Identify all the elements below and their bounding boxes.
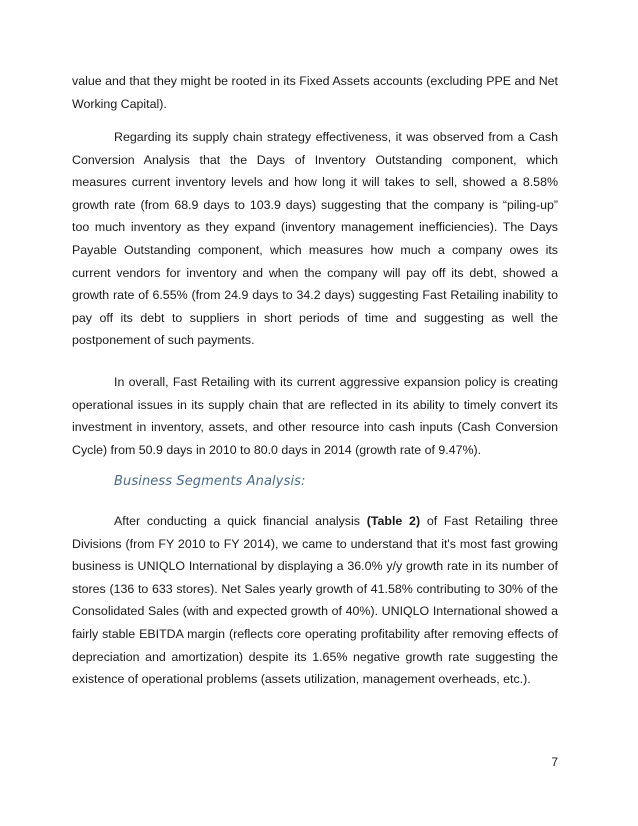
paragraph-business-segments	[72, 510, 558, 691]
section-heading: Business Segments Analysis:	[114, 474, 306, 489]
paragraph-continuation: value and that they might be rooted in its Fixed Assets accounts (excluding PPE and Net Working Capital).	[72, 74, 558, 111]
table-reference: (Table 2)	[366, 514, 421, 528]
paragraph-text-before: After conducting a quick financial analysis	[114, 514, 367, 528]
paragraph-overall: In overall, Fast Retailing with its current aggressive expansion policy is creating operational issues in its supply chain that are reflected in its ability to timely convert its investment in inventory, assets, and other resource into cash inputs (Cash Conversion Cycle) from 50.9 days in 2010 to 80.0 days in 2014 (growth rate of 9.47%).	[72, 375, 558, 457]
paragraph-supply-chain: Regarding its supply chain strategy effectiveness, it was observed from a Cash Conversion Analysis that the Days of Inventory Outstanding component, which measures current inventory levels and how long it will takes to sell, showed a 8.58% growth rate (from 68.9 days to 103.9 days) suggesting that the company is “piling-up” too much inventory as they expand (inventory management inefficiencies). The Days Payable Outstanding component, which measures how much a company owes its current vendors for inventory and when the company will pay off its debt, showed a growth rate of 6.55% (from 24.9 days to 34.2 days) suggesting Fast Retailing inability to pay off its debt to suppliers in short periods of time and suggesting as well the postponement of such payments.	[72, 130, 558, 348]
paragraph-text-after: of Fast Retailing three Divisions (from FY 2010 to FY 2014), we came to understand that it's most fast growing business is UNIQLO International by displaying a 36.0% y/y growth rate in its number of stores (136 to 633 stores). Net Sales yearly growth of 41.58% contributing to 30% of the Consolidated Sales (with and expected growth of 40%). UNIQLO International showed a fairly stable EBITDA margin (reflects core operating profitability after removing effects of depreciation and amortization) despite its 1.65% negative growth rate suggesting the existence of operational problems (assets utilization, management overheads, etc.).	[72, 514, 559, 687]
page-number: 7	[551, 755, 558, 769]
